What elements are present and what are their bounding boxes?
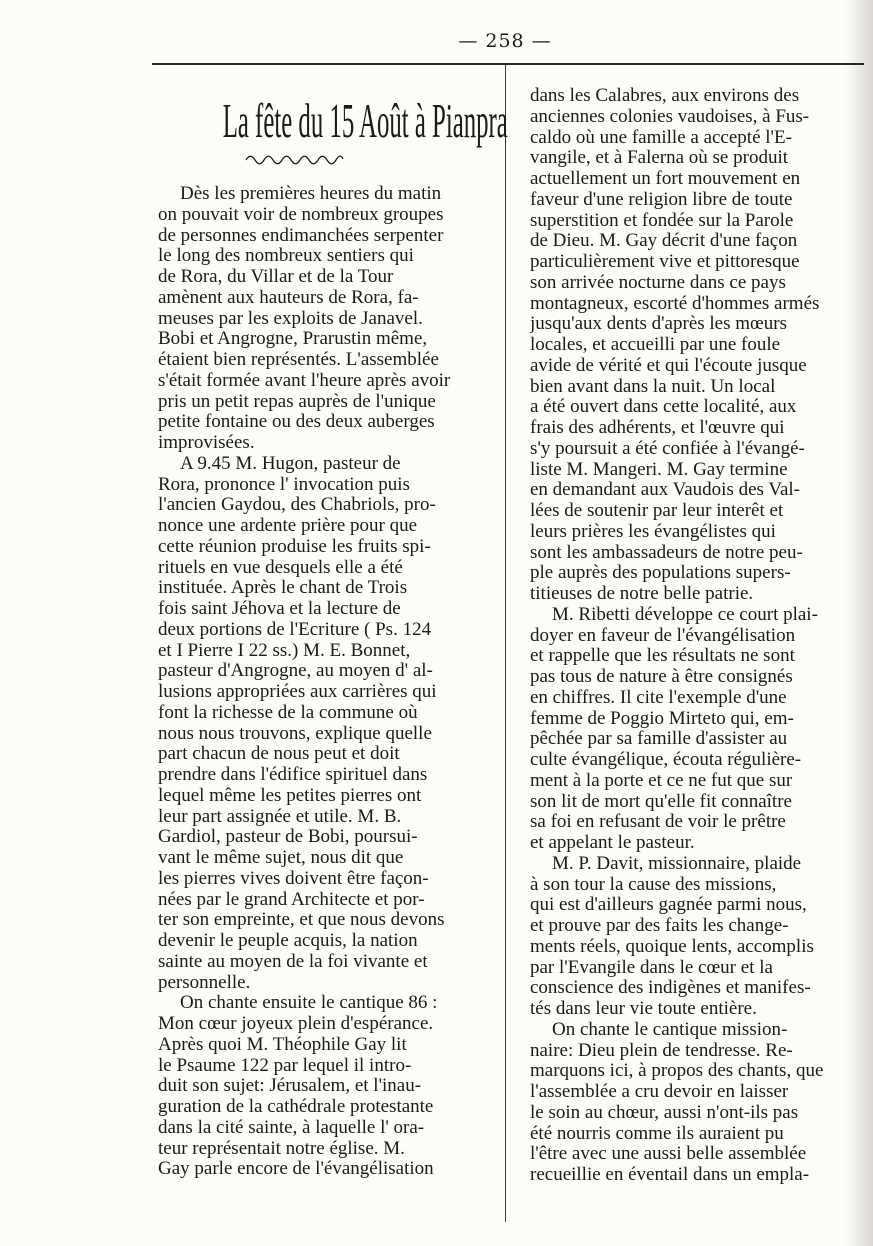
text-line: à son tour la cause des missions, xyxy=(530,874,777,895)
text-line: le soin au chœur, aussi n'ont-ils pas xyxy=(530,1102,799,1123)
text-line: M. Ribetti développe ce court plai- xyxy=(552,604,818,625)
text-line: caldo où une famille a accepté l'E- xyxy=(530,127,792,148)
text-line: deux portions de l'Ecriture ( Ps. 124 xyxy=(158,619,432,640)
text-line: M. P. Davit, missionnaire, plaide xyxy=(552,853,802,874)
text-line: conscience des indigènes et manifes- xyxy=(530,978,811,999)
right-text-column xyxy=(530,86,852,1186)
text-line: part chacun de nous peut et doit xyxy=(158,744,400,765)
text-line: titieuses de notre belle patrie. xyxy=(530,584,754,604)
article-title: La fête du 15 Août à Pianpra xyxy=(222,93,508,149)
text-line: guration de la cathédrale protestante xyxy=(158,1097,434,1117)
text-line: amènent aux hauteurs de Rora, fa- xyxy=(158,287,419,308)
text-line: a été ouvert dans cette localité, aux xyxy=(530,397,797,418)
text-line: son arrivée nocturne dans ce pays xyxy=(530,272,786,293)
paragraph xyxy=(530,854,852,1020)
text-line: On chante le cantique mission- xyxy=(552,1019,788,1040)
column-divider xyxy=(505,64,506,1222)
text-line: fois saint Jéhova et la lecture de xyxy=(158,599,401,619)
text-line: été nourris comme ils auraient pu xyxy=(530,1123,784,1144)
text-line: vant le même sujet, nous dit que xyxy=(158,848,404,868)
text-line: A 9.45 M. Hugon, pasteur de xyxy=(180,453,401,474)
text-line: par l'Evangile dans le cœur et la xyxy=(530,957,773,978)
text-line: doyer en faveur de l'évangélisation xyxy=(530,625,796,646)
text-line: Gardiol, pasteur de Bobi, poursui- xyxy=(158,827,418,848)
text-line: en demandant aux Vaudois des Val- xyxy=(530,480,800,501)
text-line: pasteur d'Angrogne, au moyen d' al- xyxy=(158,661,433,682)
text-line: femme de Poggio Mirteto qui, em- xyxy=(530,708,794,729)
text-line: Gay parle encore de l'évangélisation xyxy=(158,1159,434,1180)
text-line: devenir le peuple acquis, la nation xyxy=(158,931,418,951)
text-line: ple auprès des populations supers- xyxy=(530,563,791,584)
text-line: ments réels, quoique lents, accomplis xyxy=(530,936,814,957)
text-line: avide de vérité et qui l'écoute jusque xyxy=(530,355,807,376)
header-rule xyxy=(152,63,864,65)
text-line: meuses par les exploits de Janavel. xyxy=(158,308,423,329)
text-line: font la richesse de la commune où xyxy=(158,702,418,723)
text-line: frais des adhérents, et l'œuvre qui xyxy=(530,418,785,438)
text-line: locales, et accueilli par une foule xyxy=(530,335,781,355)
text-line: tés dans leur vie toute entière. xyxy=(530,999,757,1019)
text-line: vangile, et à Falerna où se produit xyxy=(530,148,789,169)
text-line: le Psaume 122 par lequel il intro- xyxy=(158,1055,412,1076)
text-line: duit son sujet: Jérusalem, et l'inau- xyxy=(158,1076,422,1097)
text-line: ter son empreinte, et que nous devons xyxy=(158,910,445,931)
text-line: dans les Calabres, aux environs des xyxy=(530,86,800,106)
text-line: pêchée par sa famille d'assister au xyxy=(530,729,788,750)
text-line: de Rora, du Villar et de la Tour xyxy=(158,267,394,287)
text-line: leur part assignée et utile. M. B. xyxy=(158,806,402,827)
text-line: recueillie en éventail dans un empla- xyxy=(530,1165,810,1185)
text-line: étaient bien représentés. L'assemblée xyxy=(158,350,439,370)
text-line: faveur d'une religion libre de toute xyxy=(530,189,793,210)
text-line: leurs prières les évangélistes qui xyxy=(530,521,776,542)
paragraph xyxy=(158,993,480,1180)
text-line: on pouvait voir de nombreux groupes xyxy=(158,204,444,225)
text-line: Bobi et Angrogne, Prarustin même, xyxy=(158,329,428,350)
text-line: cette réunion produise les fruits spi- xyxy=(158,536,431,557)
wavy-rule-ornament xyxy=(244,152,344,166)
text-line: en chiffres. Il cite l'exemple d'une xyxy=(530,687,787,708)
text-line: rituels en vue desquels elle a été xyxy=(158,557,403,578)
text-line: l'assemblée a cru devoir en laisser xyxy=(530,1082,789,1102)
text-line: et I Pierre I 22 ss.) M. E. Bonnet, xyxy=(158,640,411,661)
text-line: bien avant dans la nuit. Un local xyxy=(530,376,776,397)
text-line: l'être avec une aussi belle assemblée xyxy=(530,1144,807,1165)
text-line: Mon cœur joyeux plein d'espérance. xyxy=(158,1014,434,1034)
text-line: les pierres vives doivent être façon- xyxy=(158,868,429,889)
text-line: improvisées. xyxy=(158,433,255,453)
text-line: de Dieu. M. Gay décrit d'une façon xyxy=(530,231,798,252)
text-line: naire: Dieu plein de tendresse. Re- xyxy=(530,1040,793,1061)
text-line: l'ancien Gaydou, des Chabriols, pro- xyxy=(158,495,436,516)
text-line: qui est d'ailleurs gagnée parmi nous, xyxy=(530,895,807,916)
text-line: son lit de mort qu'elle fit connaître xyxy=(530,791,792,812)
text-line: particulièrement vive et pittoresque xyxy=(530,252,800,272)
text-line: montagneux, escorté d'hommes armés xyxy=(530,293,820,314)
text-line: prendre dans l'édifice spirituel dans xyxy=(158,765,428,785)
paragraph xyxy=(158,184,480,454)
text-line: nonce une ardente prière pour que xyxy=(158,516,418,536)
text-line: nous nous trouvons, explique quelle xyxy=(158,723,432,744)
paragraph xyxy=(530,86,852,605)
text-line: pas tous de nature à être consignés xyxy=(530,667,793,687)
text-line: lées de soutenir par leur interêt et xyxy=(530,501,784,521)
text-line: s'y poursuit a été confiée à l'évangé- xyxy=(530,438,805,459)
text-line: Rora, prononce l' invocation puis xyxy=(158,474,410,495)
page-number: — 258 — xyxy=(458,30,552,52)
text-line: personnelle. xyxy=(158,972,251,993)
text-line: et appelant le pasteur. xyxy=(530,833,695,853)
paragraph xyxy=(158,454,480,994)
text-line: Après quoi M. Théophile Gay lit xyxy=(158,1034,407,1055)
text-line: lequel même les petites pierres ont xyxy=(158,785,422,806)
text-line: sa foi en refusant de voir le prêtre xyxy=(530,812,786,833)
text-line: de personnes endimanchées serpenter xyxy=(158,225,444,246)
text-line: jusqu'aux dents d'après les mœurs xyxy=(530,314,787,335)
text-line: Dès les premières heures du matin xyxy=(180,184,442,204)
text-line: culte évangélique, écouta régulière- xyxy=(530,750,802,770)
text-line: petite fontaine ou des deux auberges xyxy=(158,412,435,433)
text-line: dans la cité sainte, à laquelle l' ora- xyxy=(158,1117,425,1138)
text-line: teur représentait notre église. M. xyxy=(158,1138,405,1159)
text-line: s'était formée avant l'heure après avoir xyxy=(158,370,451,391)
paragraph xyxy=(530,605,852,854)
text-line: lusions appropriées aux carrières qui xyxy=(158,682,437,702)
text-line: le long des nombreux sentiers qui xyxy=(158,246,414,267)
text-line: actuellement un fort mouvement en xyxy=(530,169,801,189)
text-line: pris un petit repas auprès de l'unique xyxy=(158,391,436,412)
paragraph xyxy=(530,1020,852,1186)
text-line: anciennes colonies vaudoises, à Fus- xyxy=(530,106,810,127)
text-line: marquons ici, à propos des chants, que xyxy=(530,1061,824,1082)
text-line: superstition et fondée sur la Parole xyxy=(530,210,794,231)
text-line: instituée. Après le chant de Trois xyxy=(158,578,408,599)
text-line: sont les ambassadeurs de notre peu- xyxy=(530,542,803,563)
text-line: nées par le grand Architecte et por- xyxy=(158,889,425,910)
text-line: sainte au moyen de la foi vivante et xyxy=(158,951,428,972)
text-line: ment à la porte et ce ne fut que sur xyxy=(530,770,793,791)
text-line: liste M. Mangeri. M. Gay termine xyxy=(530,459,788,480)
text-line: et rappelle que les résultats ne sont xyxy=(530,646,795,667)
text-line: On chante ensuite le cantique 86 : xyxy=(180,993,438,1014)
text-line: et prouve par des faits les change- xyxy=(530,916,789,936)
left-text-column xyxy=(158,184,480,1180)
